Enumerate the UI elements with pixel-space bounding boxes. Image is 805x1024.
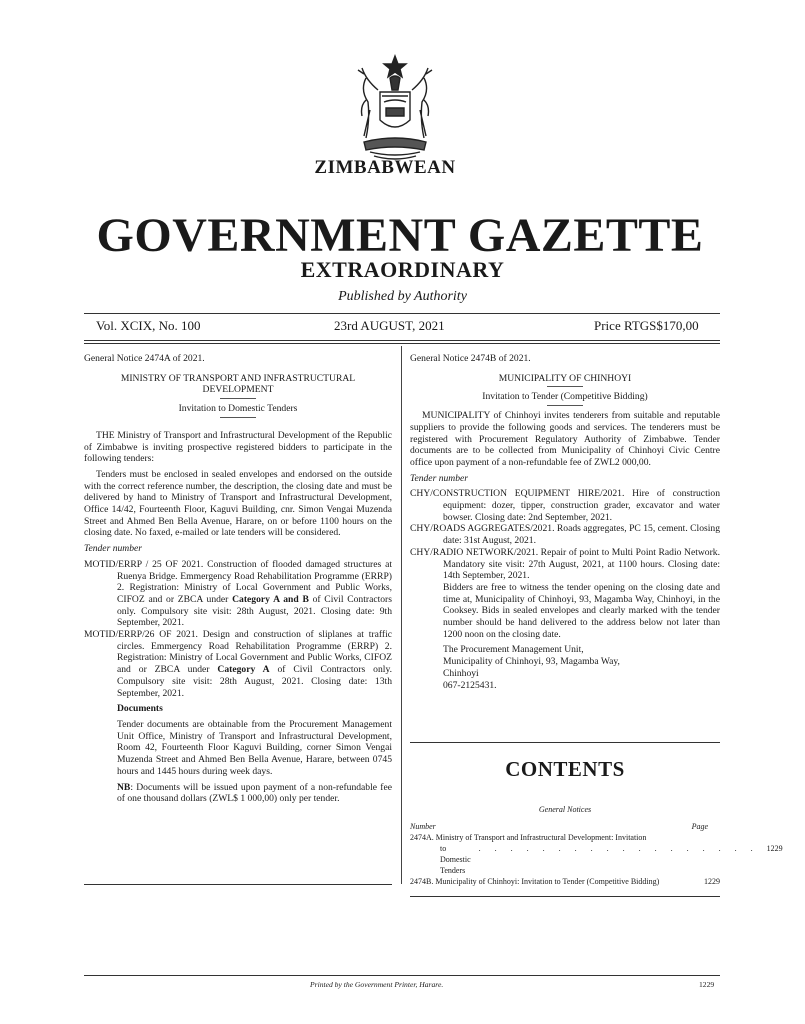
notice-heading: Invitation to Tender (Competitive Bidding) bbox=[482, 391, 648, 403]
footer-rule bbox=[84, 975, 720, 976]
toc-page-number: 1229 bbox=[704, 877, 720, 886]
documents-heading: Documents bbox=[117, 703, 163, 715]
volume-number: Vol. XCIX, No. 100 bbox=[96, 318, 201, 333]
notice-intro: THE Ministry of Transport and Infrastructural Development of the Republic of Zimbabwe is inviting prospective registered bidders to participate in the following tenders: bbox=[84, 429, 392, 465]
tender-text: MOTID/ERRP / 25 OF 2021. Construction of flooded damaged structures at Ruenya Bridge. Emmergency Road Rehabilitation Programme (ERRP) 2. Registration: Ministry of Local Government and Public Works, CIFOZ and or ZBCA under bbox=[84, 558, 392, 605]
tender-number-label: Tender number bbox=[84, 543, 143, 555]
toc-entry bbox=[410, 876, 720, 887]
contents-section-label: General Notices bbox=[538, 805, 592, 814]
notice-2474b bbox=[410, 353, 720, 691]
divider bbox=[220, 398, 256, 399]
address-line: Municipality of Chinhoyi, 93, Magamba Way, bbox=[443, 656, 620, 668]
tender-category: Category A bbox=[217, 664, 270, 676]
printer-credit: Printed by the Government Printer, Harare. bbox=[310, 980, 444, 989]
country-heading: ZIMBABWEAN bbox=[314, 157, 456, 178]
contents-bottom-rule bbox=[410, 896, 720, 897]
documents-text: Tender documents are obtainable from the Procurement Management Unit Office, Ministry of Transport and Infrastructural Development, Room 42, Fourteenth Floor Kaguvi Building, corner Simon Vengai Muzenda Street and Ahmed Ben Bella Avenue, Harare, between 0745 hours and 1445 hours during week days. bbox=[117, 718, 392, 777]
contents-section bbox=[410, 757, 783, 887]
edition-subtitle: EXTRAORDINARY bbox=[300, 257, 505, 282]
council-name: MUNICIPALITY OF CHINHOYI bbox=[498, 372, 632, 384]
divider bbox=[220, 417, 256, 418]
tender-category: Category A and B bbox=[232, 593, 309, 605]
nb-text: : Documents will be issued upon payment of a non-refundable fee of one thousand dollars (ZWL$ 1 000,00) only per tender. bbox=[117, 781, 392, 805]
left-column-end-rule bbox=[84, 884, 392, 885]
address-line: Chinhoyi bbox=[443, 667, 479, 679]
coat-of-arms-emblem bbox=[340, 50, 450, 165]
divider bbox=[547, 405, 583, 406]
notice-number: General Notice 2474A of 2021. bbox=[84, 353, 205, 364]
nb-note bbox=[84, 782, 392, 805]
toc-entry-title: to Domestic Tenders bbox=[440, 844, 471, 875]
notice-2474a bbox=[84, 353, 392, 805]
notice-intro: MUNICIPALITY of Chinhoyi invites tenderers from suitable and reputable suppliers to provide the following goods and services. The tenderers must be registered with Procurement Regulatory Authority of Zimbabwe. Tender documents are to be collected from Municipality of Chinhoyi Civic Centre office upon payment of a non-refundable fee of ZWL2 000,00. bbox=[410, 410, 720, 468]
toc-entry-line bbox=[410, 843, 783, 876]
toc-entry-title: 2474B. Municipality of Chinhoyi: Invitation to Tender (Competitive Bidding) bbox=[410, 877, 660, 886]
tender-text: MOTID/ERRP/26 OF 2021. Design and construction of sliplanes at traffic circles. Emmergency Road Rehabilitation Programme (ERRP) 2. Registration: Ministry of Local Government and Public Works, CIFOZ and or ZBCA under bbox=[84, 629, 392, 676]
column-page-label: Page bbox=[691, 822, 708, 831]
toc-page-number: 1229 bbox=[766, 844, 783, 853]
toc-entry-title: 2474A. Ministry of Transport and Infrastructural Development: Invitation bbox=[410, 833, 647, 842]
address-line: The Procurement Management Unit, bbox=[443, 644, 584, 656]
authority-line: Published by Authority bbox=[338, 289, 467, 304]
tender-item: CHY/RADIO NETWORK/2021. Repair of point to Multi Point Radio Network. Mandatory site visit: 27th August, 2021, at 1100 hours. Closing date: 14th September, 2021. bbox=[410, 546, 720, 582]
contents-top-rule bbox=[410, 742, 720, 743]
bidders-note: Bidders are free to witness the tender opening on the closing date and time at, Municipality of Chinhoyi, 93, Magamba Way, Chinhoyi, in the Cooksey. Bids in sealed envelopes and clearly marked with the tender number should be hand delivered to the address below not later than 1200 noon on the closing date. bbox=[443, 581, 720, 640]
notice-instructions: Tenders must be enclosed in sealed envelopes and endorsed on the outside with the correct reference number, the description, the closing date and must be delivered by hand to Ministry of Transport and Infrastructural Development, Office 14/42, Fourteenth Floor, Kaguvi Building, cnr. Simon Vengai Muzenda Street and Ahmed Ben Bella Avenue, Harare, on or before 1100 hours on the closing date. No faxed, e-mailed or late tenders will be considered. bbox=[84, 468, 392, 539]
header-top-rule bbox=[84, 313, 720, 314]
tender-item bbox=[84, 629, 392, 699]
issue-price: Price RTGS$170,00 bbox=[594, 318, 699, 333]
contents-header-row bbox=[410, 821, 720, 832]
column-divider bbox=[401, 346, 402, 884]
notice-heading: Invitation to Domestic Tenders bbox=[178, 403, 298, 415]
contents-title: CONTENTS bbox=[505, 757, 625, 781]
tender-item: CHY/ROADS AGGREGATES/2021. Roads aggregates, PC 15, cement. Closing date: 31st August, 2021. bbox=[410, 523, 720, 547]
toc-leader: . . . . . . . . . . . . . . . . . . bbox=[478, 844, 759, 853]
tender-item bbox=[84, 559, 392, 629]
tender-text: of Civil Contractors only. Compulsory site visit: 28th August, 2021. Closing date: 13th September, 2021. bbox=[117, 664, 393, 699]
tender-number-label: Tender number bbox=[410, 472, 469, 484]
address-line: 067-2125431. bbox=[443, 679, 497, 691]
page-number: 1229 bbox=[699, 980, 715, 989]
tender-item: CHY/CONSTRUCTION EQUIPMENT HIRE/2021. Hire of construction equipment: dozer, tipper, construction grader, excavator and water bowser. Closing date: 2nd September, 2021. bbox=[410, 488, 720, 523]
issue-date: 23rd AUGUST, 2021 bbox=[334, 318, 445, 333]
ministry-name: MINISTRY OF TRANSPORT AND INFRASTRUCTURAL DEVELOPMENT bbox=[120, 372, 356, 396]
gazette-title: GOVERNMENT GAZETTE bbox=[96, 209, 704, 262]
header-bottom-rule bbox=[84, 340, 720, 341]
column-number-label: Number bbox=[410, 822, 436, 831]
divider bbox=[547, 386, 583, 387]
nb-label: NB bbox=[117, 781, 131, 793]
notice-number: General Notice 2474B of 2021. bbox=[410, 353, 531, 364]
tender-text: of Civil Contractors only. Compulsory site visit: 28th August, 2021. Closing date: 9th September, 2021. bbox=[117, 593, 392, 629]
toc-entry bbox=[410, 832, 783, 876]
header-bottom-rule-double bbox=[84, 343, 720, 344]
